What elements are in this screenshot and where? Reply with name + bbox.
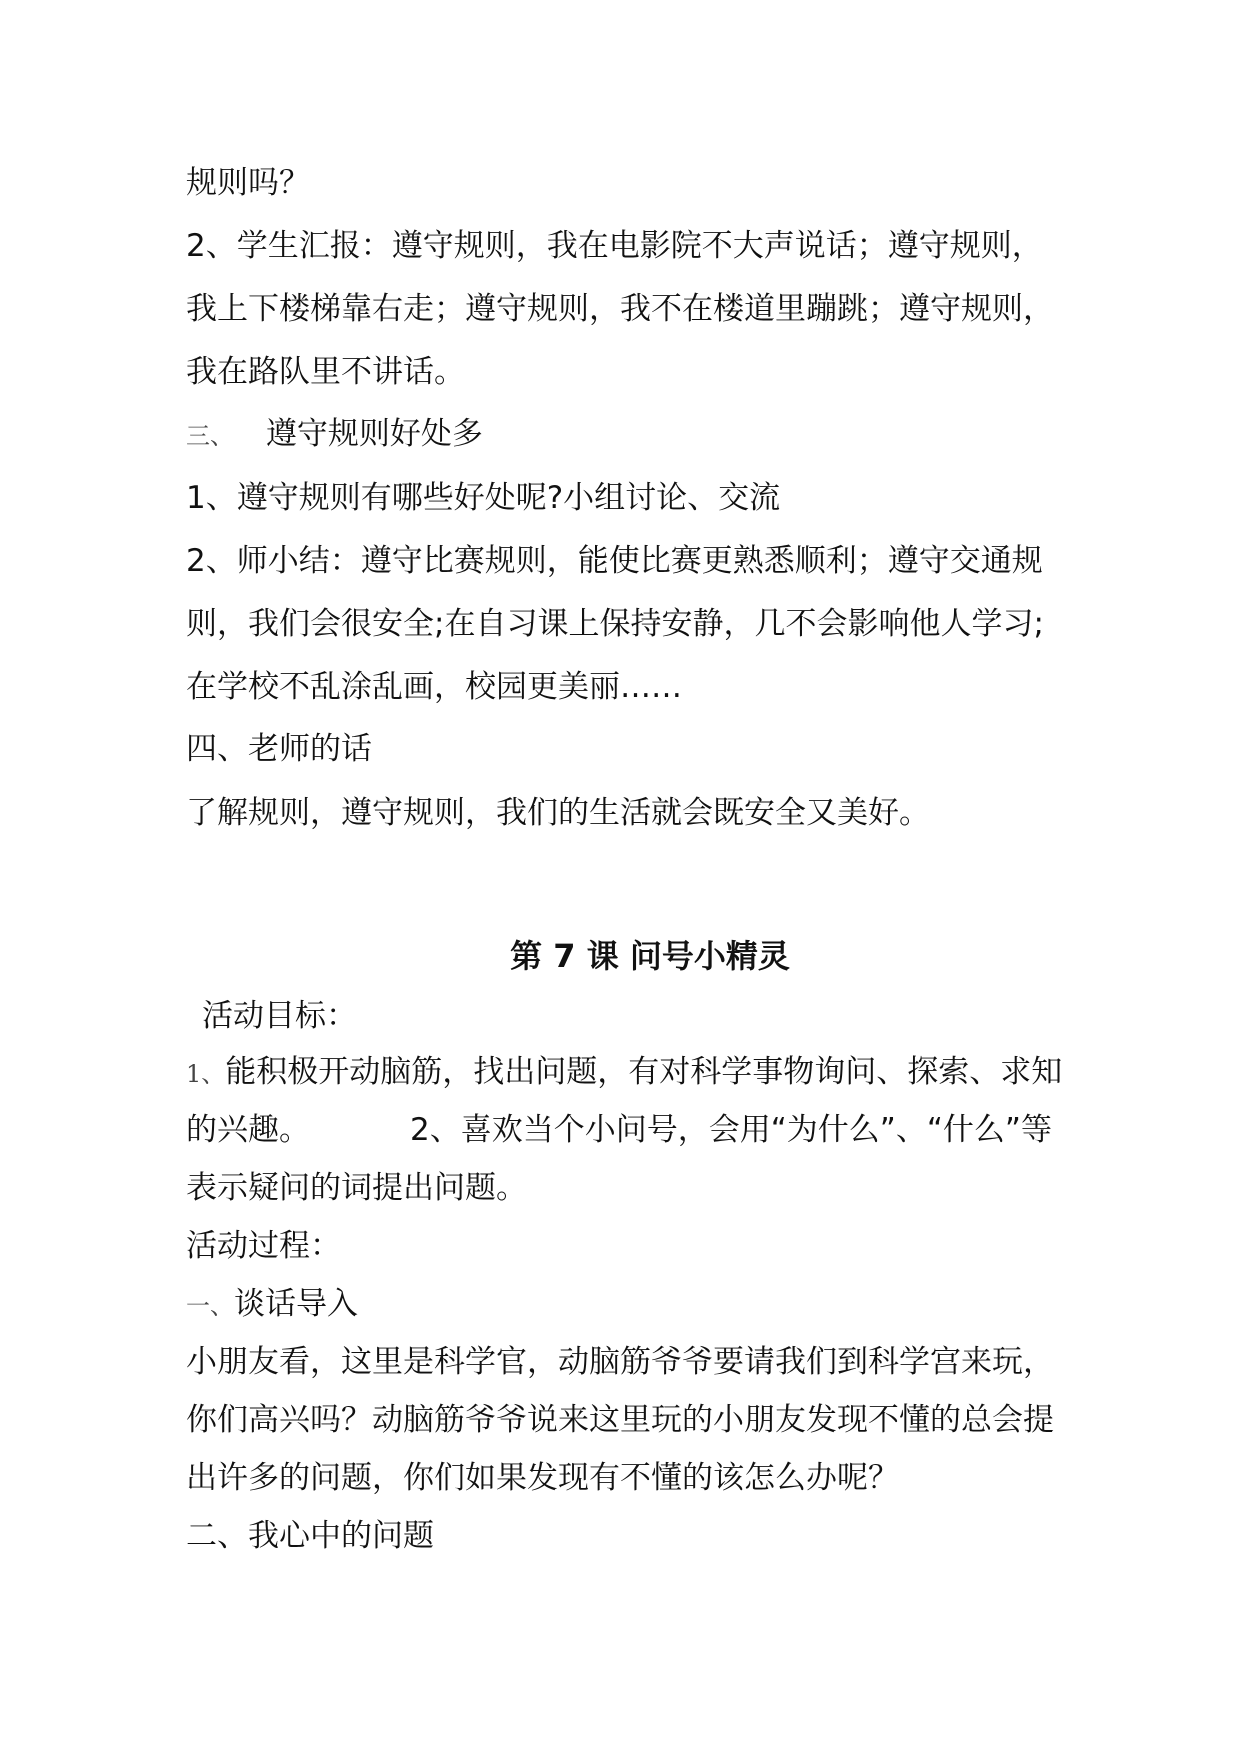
text-line: 我上下楼梯靠右走；遵守规则，我不在楼道里蹦跳；遵守规则， [186, 291, 1054, 327]
text-line: 在学校不乱涂乱画，校园更美丽…… [186, 669, 682, 705]
goal-line: 表示疑问的词提出问题。 [186, 1170, 527, 1206]
text-line: 我在路队里不讲话。 [186, 354, 465, 390]
text-line: 则，我们会很安全;在自习课上保持安静，几不会影响他人学习; [186, 606, 1044, 642]
text-line: 规则吗？ [186, 165, 310, 201]
section-heading [186, 1284, 358, 1326]
text-line: 2、学生汇报：遵守规则，我在电影院不大声说话；遵守规则， [186, 228, 1043, 264]
goal-line [186, 1052, 1062, 1094]
goal-line [186, 1110, 1052, 1150]
section-heading: 二、我心中的问题 [186, 1518, 434, 1554]
section-heading [186, 414, 483, 456]
section-heading: 四、老师的话 [186, 731, 372, 767]
text-line: 2、师小结：遵守比赛规则，能使比赛更熟悉顺利；遵守交通规 [186, 543, 1043, 579]
process-label: 活动过程： [186, 1228, 341, 1264]
section-title: 遵守规则好处多 [265, 416, 483, 452]
text-line: 出许多的问题，你们如果发现有不懂的该怎么办呢？ [186, 1460, 899, 1496]
text-line: 小朋友看，这里是科学官，动脑筋爷爷要请我们到科学宫来玩， [186, 1344, 1054, 1380]
goal-text: 的兴趣。 [186, 1112, 310, 1148]
text-line: 你们高兴吗？动脑筋爷爷说来这里玩的小朋友发现不懂的总会提 [186, 1402, 1054, 1438]
section-number: 一、 [186, 1292, 234, 1320]
goal-text: 2、喜欢当个小问号，会用“为什么”、“什么”等 [410, 1112, 1052, 1148]
section-number: 三、 [186, 422, 234, 450]
goal-number: 1、 [186, 1060, 226, 1088]
lesson-title: 第 7 课 问号小精灵 [510, 937, 790, 975]
section-title: 谈话导入 [234, 1286, 358, 1322]
goal-text: 能积极开动脑筋，找出问题，有对科学事物询问、探索、求知 [225, 1054, 1063, 1090]
text-line: 1、遵守规则有哪些好处呢?小组讨论、交流 [186, 480, 781, 516]
goals-label: 活动目标： [202, 998, 357, 1034]
text-line: 了解规则，遵守规则，我们的生活就会既安全又美好。 [186, 795, 930, 831]
